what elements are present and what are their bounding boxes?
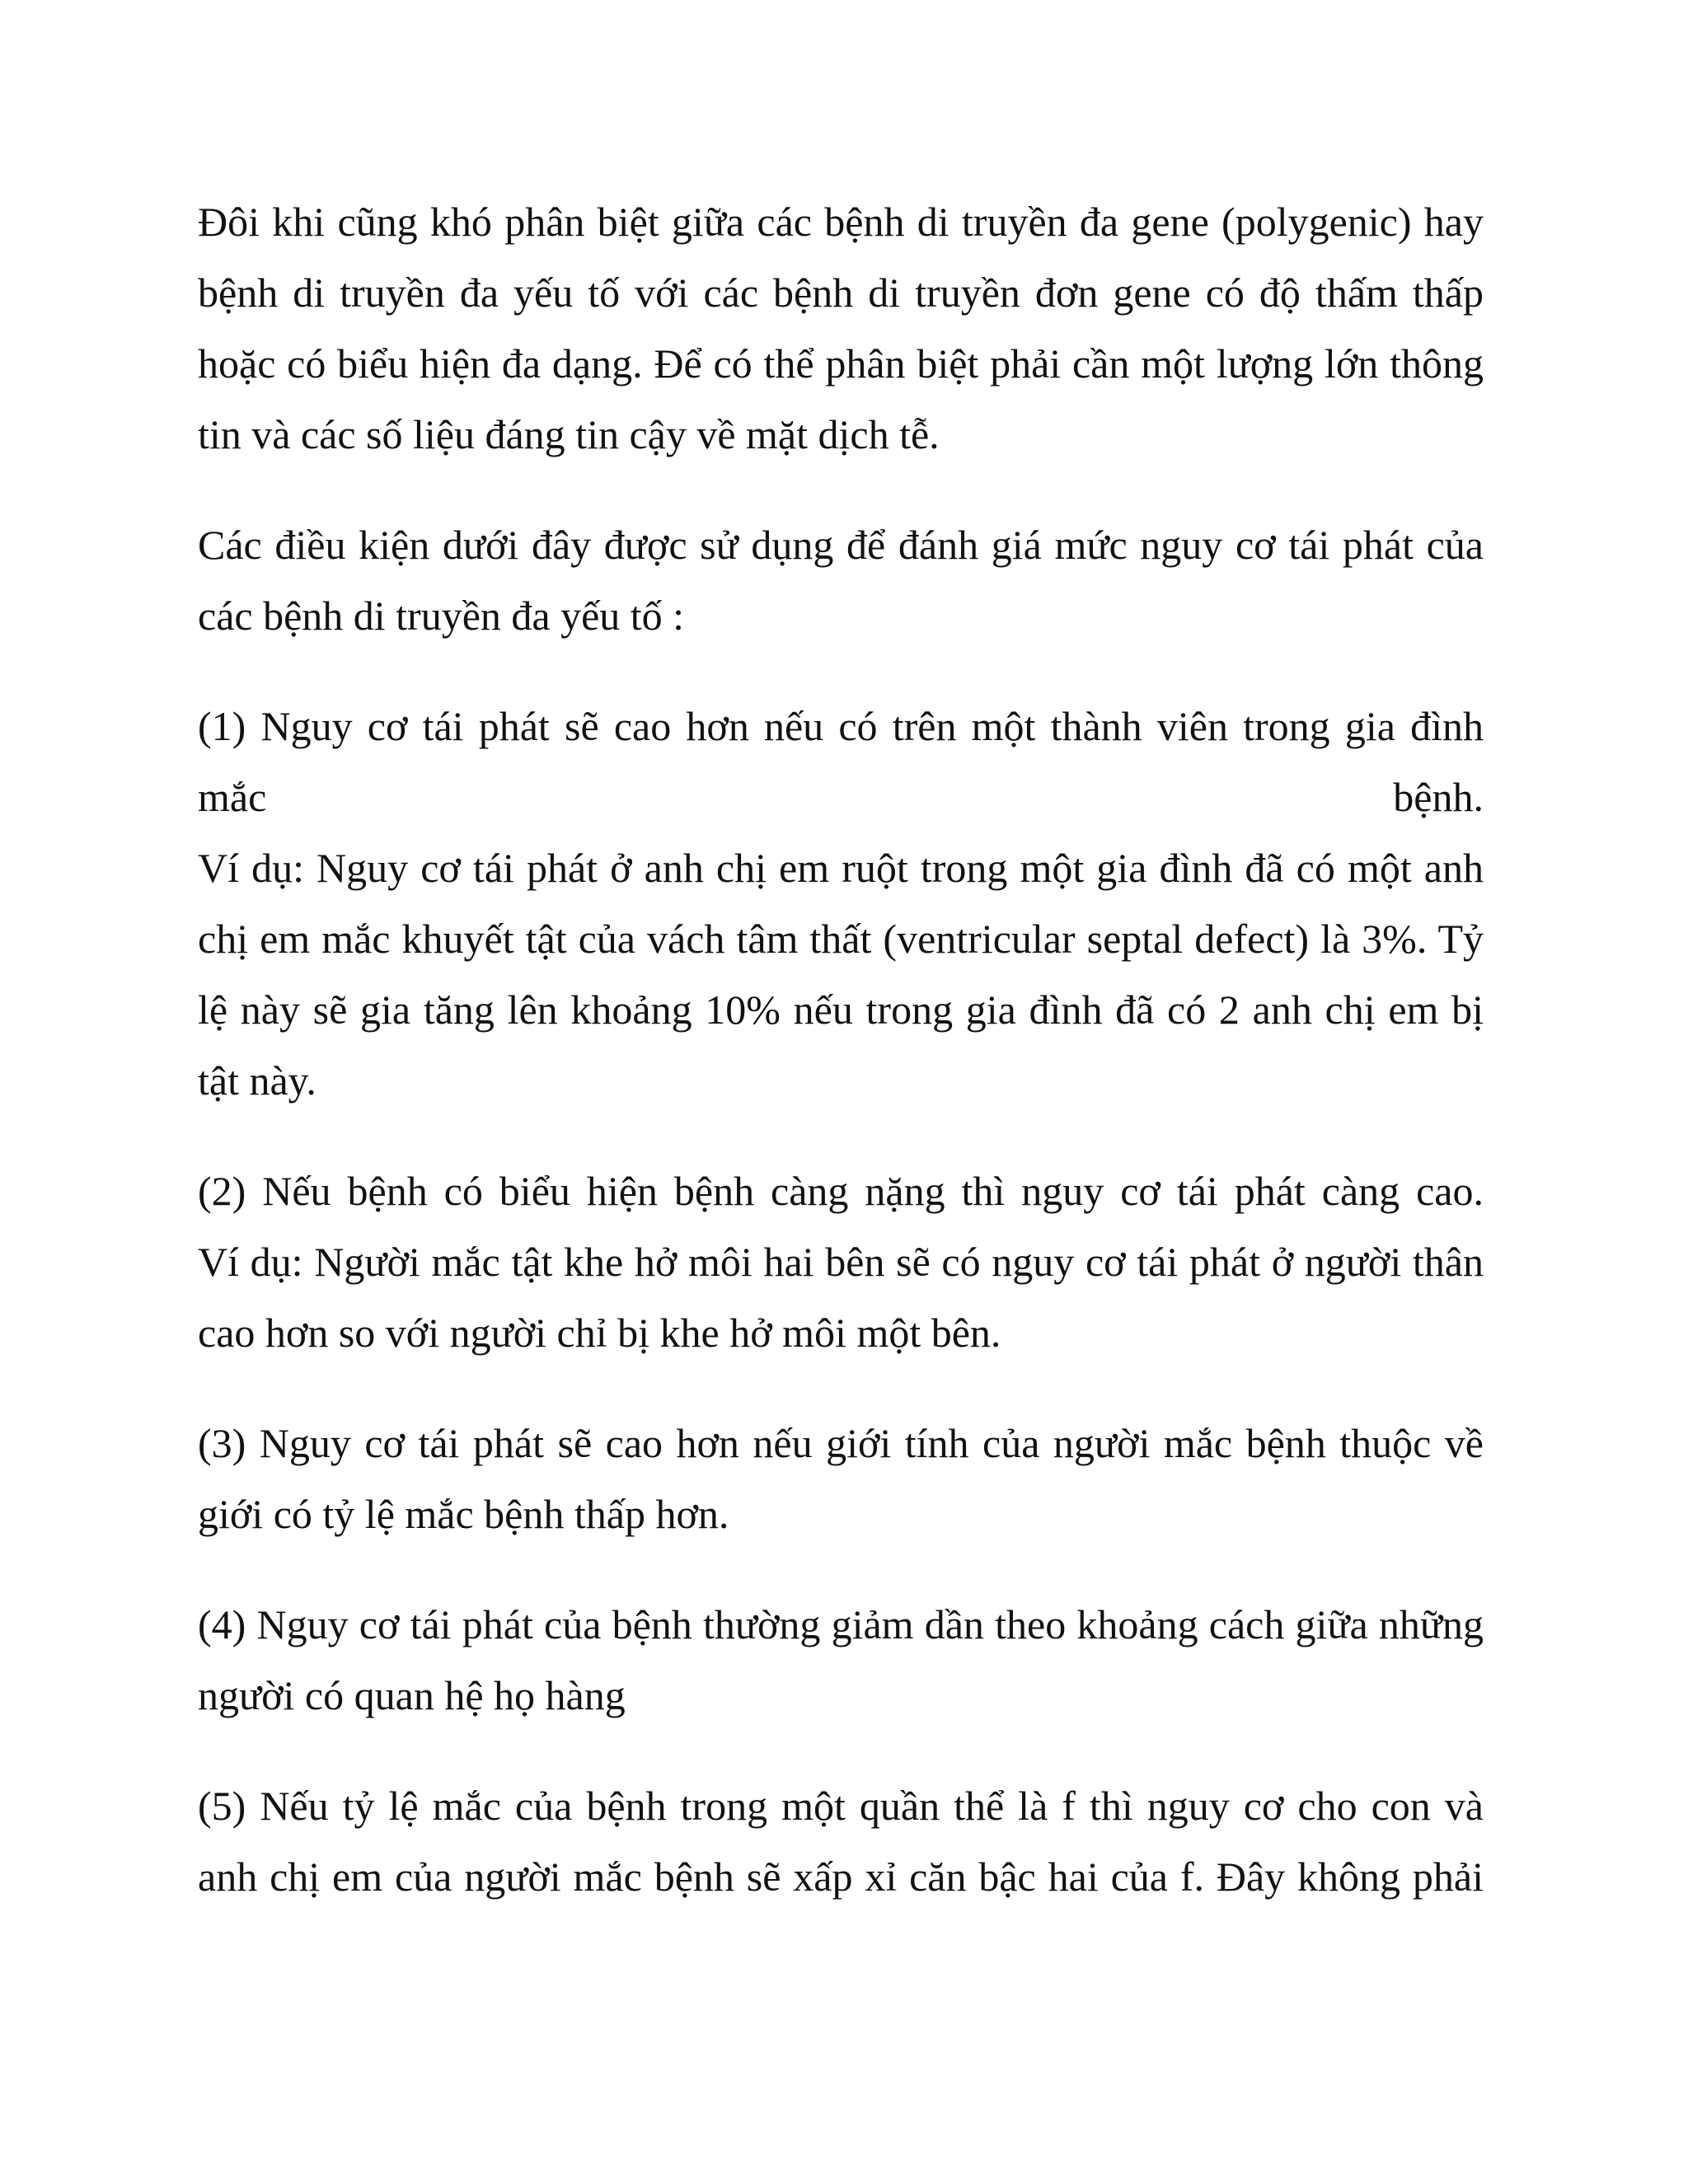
text-line: tin và các số liệu đáng tin cậy về mặt dịch tễ.: [198, 411, 940, 457]
paragraph-intro: [198, 186, 1484, 470]
text-line: Ví dụ: Nguy cơ tái phát ở anh chị em ruột trong một gia đình đã có một anh: [198, 845, 1484, 891]
text-line: người có quan hệ họ hàng: [198, 1672, 626, 1718]
paragraph-condition-1: [198, 691, 1484, 1116]
split-left-word: mắc: [198, 774, 267, 820]
paragraph-condition-5: [198, 1770, 1484, 1912]
text-line: giới có tỷ lệ mắc bệnh thấp hơn.: [198, 1491, 729, 1537]
text-line: Đôi khi cũng khó phân biệt giữa các bệnh di truyền đa gene (polygenic) hay: [198, 199, 1484, 245]
paragraph-condition-4: [198, 1589, 1484, 1731]
paragraph-conditions-intro: [198, 509, 1484, 651]
text-line: Các điều kiện dưới đây được sử dụng để đánh giá mức nguy cơ tái phát của: [198, 522, 1484, 568]
text-line: tật này.: [198, 1057, 316, 1104]
text-line: chị em mắc khuyết tật của vách tâm thất (ventricular septal defect) là 3%. Tỷ: [198, 916, 1484, 962]
text-line: các bệnh di truyền đa yếu tố :: [198, 593, 685, 639]
text-line-split: [198, 762, 1484, 832]
document-body: [198, 186, 1484, 1952]
text-line: Ví dụ: Người mắc tật khe hở môi hai bên sẽ có nguy cơ tái phát ở người thân: [198, 1239, 1484, 1285]
text-line: hoặc có biểu hiện đa dạng. Để có thể phân biệt phải cần một lượng lớn thông: [198, 340, 1484, 387]
text-line: bệnh di truyền đa yếu tố với các bệnh di truyền đơn gene có độ thấm thấp: [198, 269, 1484, 316]
text-line: (5) Nếu tỷ lệ mắc của bệnh trong một quần thể là f thì nguy cơ cho con và: [198, 1783, 1484, 1829]
text-line: anh chị em của người mắc bệnh sẽ xấp xỉ căn bậc hai của f. Đây không phải: [198, 1854, 1484, 1900]
text-line: (4) Nguy cơ tái phát của bệnh thường giảm dần theo khoảng cách giữa những: [198, 1601, 1484, 1647]
text-line: cao hơn so với người chỉ bị khe hở môi một bên.: [198, 1310, 1001, 1356]
text-line: lệ này sẽ gia tăng lên khoảng 10% nếu trong gia đình đã có 2 anh chị em bị: [198, 987, 1484, 1033]
text-line: (2) Nếu bệnh có biểu hiện bệnh càng nặng thì nguy cơ tái phát càng cao.: [198, 1168, 1484, 1214]
text-line: (3) Nguy cơ tái phát sẽ cao hơn nếu giới tính của người mắc bệnh thuộc về: [198, 1420, 1484, 1466]
text-line: (1) Nguy cơ tái phát sẽ cao hơn nếu có trên một thành viên trong gia đình: [198, 703, 1484, 749]
split-right-word: bệnh.: [1393, 774, 1484, 820]
paragraph-condition-3: [198, 1408, 1484, 1549]
paragraph-condition-2: [198, 1155, 1484, 1368]
